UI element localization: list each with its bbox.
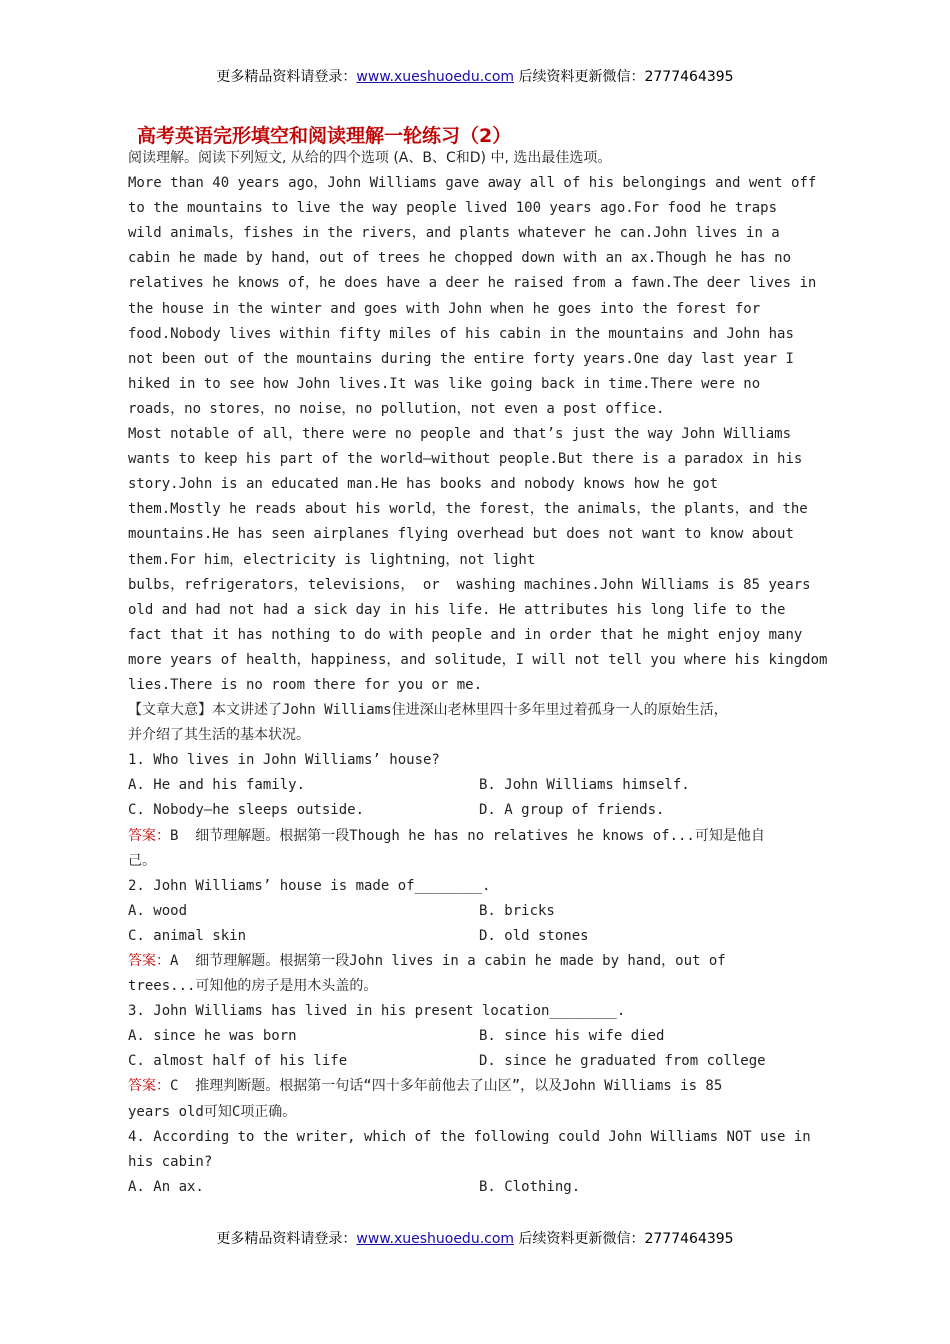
answer-option: A. wood [128, 902, 188, 919]
answer-explanation [128, 824, 820, 849]
question-list [128, 748, 820, 1200]
footer-prefix: 更多精品资料请登录： [216, 1231, 357, 1247]
answer-text: years old可知C项正确。 [128, 1103, 297, 1120]
question-stem: 2. John Williams’ house is made of________. [128, 877, 491, 894]
passage-line: not been out of the mountains during the entire forty years.One day last year I [128, 350, 794, 367]
page-footer [0, 1228, 950, 1248]
answer-label: 答案： [128, 1078, 170, 1095]
passage-line: relatives he knows of，he does have a deer he raised from a fawn.The deer lives in [128, 275, 817, 292]
passage-line: lies.There is no room there for you or me. [128, 676, 483, 693]
answer-option: A. He and his family. [128, 777, 306, 794]
answer-text: 己。 [128, 852, 156, 869]
page-title: 高考英语完形填空和阅读理解一轮练习（2） [137, 125, 512, 147]
option-row [128, 1175, 820, 1200]
question-block [128, 1125, 820, 1200]
header-suffix: 后续资料更新微信：2777464395 [514, 69, 734, 85]
answer-option: B. bricks [479, 902, 555, 919]
passage-line: story.John is an educated man.He has books and nobody knows how he got [128, 476, 719, 493]
passage-line: them.For him，electricity is lightning，not light [128, 551, 536, 568]
document-body [128, 146, 828, 1200]
passage-line: Most notable of all，there were no people and that’s just the way John Williams [128, 426, 792, 443]
answer-option: B. John Williams himself. [479, 777, 690, 794]
passage-line: mountains.He has seen airplanes flying overhead but does not want to know about [128, 526, 794, 543]
answer-explanation [128, 1100, 820, 1125]
page-header [0, 66, 950, 86]
question-stem: 3. John Williams has lived in his present location________. [128, 1003, 626, 1020]
answer-option: B. since his wife died [479, 1028, 665, 1045]
answer-option: B. Clothing. [479, 1178, 581, 1195]
answer-option: D. old stones [479, 927, 589, 944]
answer-text: B 细节理解题。根据第一段Though he has no relatives he knows of...可知是他自 [170, 827, 765, 844]
footer-suffix: 后续资料更新微信：2777464395 [514, 1231, 734, 1247]
answer-option: D. since he graduated from college [479, 1053, 766, 1070]
answer-label: 答案： [128, 827, 170, 844]
passage-line: More than 40 years ago，John Williams gave away all of his belongings and went off [128, 175, 817, 192]
passage-line: food.Nobody lives within fifty miles of his cabin in the mountains and John has [128, 325, 794, 342]
answer-explanation [128, 849, 820, 874]
header-link[interactable]: www.xueshuoedu.com [356, 69, 515, 85]
answer-option: C. almost half of his life [128, 1053, 348, 1070]
question-stem: 1. Who lives in John Williams’ house? [128, 752, 440, 769]
option-row [128, 798, 820, 823]
passage-line: roads，no stores，no noise，no pollution，not even a post office. [128, 400, 665, 417]
reading-passage [128, 171, 828, 698]
passage-line: bulbs，refrigerators，televisions， or washing machines.John Williams is 85 years [128, 576, 811, 593]
question-block [128, 748, 820, 873]
article-summary [128, 698, 820, 748]
answer-option: A. since he was born [128, 1028, 297, 1045]
passage-line: them.Mostly he reads about his world，the forest，the animals，the plants，and the [128, 501, 808, 518]
option-row [128, 1024, 820, 1049]
passage-line: the house in the winter and goes with John when he goes into the forest for [128, 300, 761, 317]
passage-line: wild animals，fishes in the rivers，and plants whatever he can.John lives in a [128, 225, 780, 242]
answer-option: C. animal skin [128, 927, 247, 944]
answer-option: A. An ax. [128, 1178, 204, 1195]
summary-line: 并介绍了其生活的基本状况。 [128, 727, 310, 744]
instructions: 阅读理解。阅读下列短文, 从给的四个选项 (A、B、C和D) 中, 选出最佳选项。 [128, 150, 612, 166]
summary-line: 【文章大意】本文讲述了John Williams住进深山老林里四十多年里过着孤身一人的原始生活， [128, 702, 728, 719]
passage-line: old and had not had a sick day in his life. He attributes his long life to the [128, 601, 786, 618]
answer-text: trees...可知他的房子是用木头盖的。 [128, 978, 378, 995]
passage-line: more years of health，happiness，and solitude，I will not tell you where his kingdom [128, 651, 828, 668]
header-prefix: 更多精品资料请登录： [216, 69, 357, 85]
passage-line: wants to keep his part of the world—without people.But there is a paradox in his [128, 451, 803, 468]
answer-option: D. A group of friends. [479, 802, 665, 819]
answer-text: A 细节理解题。根据第一段John lives in a cabin he made by hand，out of [170, 953, 726, 969]
answer-explanation [128, 1074, 820, 1099]
option-row [128, 924, 820, 949]
question-stem: 4. According to the writer, which of the following could John Williams NOT use in [128, 1128, 811, 1145]
passage-line: cabin he made by hand，out of trees he chopped down with an ax.Though he has no [128, 250, 792, 267]
passage-line: to the mountains to live the way people lived 100 years ago.For food he traps [128, 200, 778, 217]
question-block [128, 999, 820, 1124]
question-stem: his cabin? [128, 1153, 213, 1170]
option-row [128, 773, 820, 798]
passage-line: hiked in to see how John lives.It was like going back in time.There were no [128, 375, 761, 392]
question-block [128, 874, 820, 999]
answer-text: C 推理判断题。根据第一句话“四十多年前他去了山区”，以及John Williams is 85 [170, 1078, 723, 1095]
option-row [128, 899, 820, 924]
footer-link[interactable]: www.xueshuoedu.com [356, 1231, 515, 1247]
option-row [128, 1049, 820, 1074]
answer-explanation [128, 949, 820, 974]
passage-line: fact that it has nothing to do with people and in order that he might enjoy many [128, 626, 803, 643]
answer-explanation [128, 974, 820, 999]
answer-label: 答案： [128, 953, 170, 969]
answer-option: C. Nobody—he sleeps outside. [128, 802, 365, 819]
